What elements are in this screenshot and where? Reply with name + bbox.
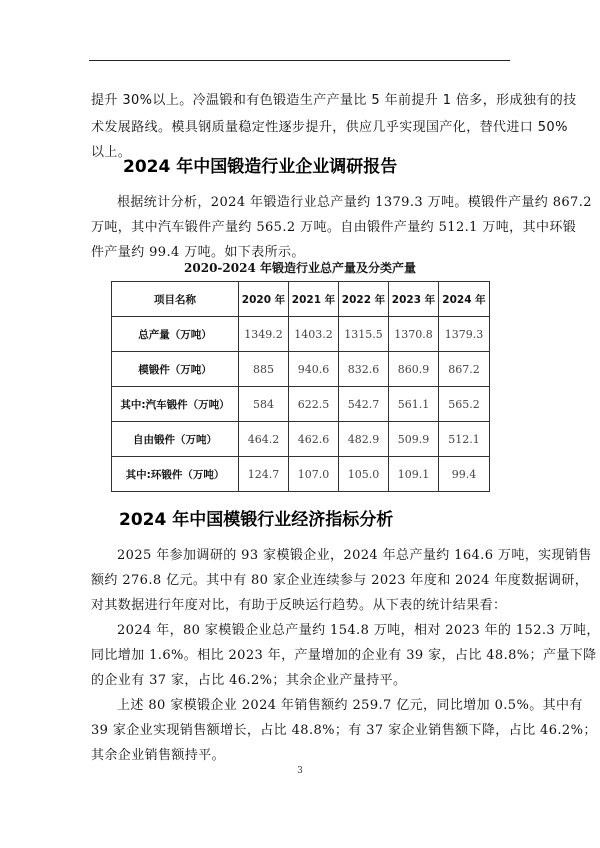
table-row (112, 352, 490, 387)
intro-line-2: 术发展路线。模具钢质量稳定性逐步提升，供应几乎实现国产化，替代进口 50% (91, 120, 568, 135)
cell-value: 482.9 (339, 422, 389, 457)
section-heading-die-forging-analysis: 2024 年中国模锻行业经济指标分析 (119, 510, 394, 530)
header-cell: 2021 年 (289, 282, 339, 317)
intro-line-1: 提升 30%以上。冷温锻和有色锻造生产产量比 5 年前提升 1 倍多，形成独有的技 (91, 93, 577, 108)
cell-value: 885 (239, 352, 289, 387)
cell-value: 124.7 (239, 457, 289, 492)
header-cell: 2024 年 (439, 282, 490, 317)
cell-value: 1403.2 (289, 317, 339, 352)
cell-value: 105.0 (339, 457, 389, 492)
cell-value: 622.5 (289, 387, 339, 422)
paragraph-line: 件产量约 99.4 万吨。如下表所示。 (91, 245, 305, 260)
section-heading-forging-survey: 2024 年中国锻造行业企业调研报告 (123, 157, 398, 177)
cell-value: 561.1 (389, 387, 439, 422)
cell-value: 464.2 (239, 422, 289, 457)
cell-value: 99.4 (439, 457, 490, 492)
cell-value: 512.1 (439, 422, 490, 457)
cell-value: 1370.8 (389, 317, 439, 352)
header-rule (89, 60, 510, 61)
cell-value: 1315.5 (339, 317, 389, 352)
paragraph-line: 2024 年，80 家模锻企业总产量约 154.8 万吨，相对 2023 年的 152.3 万吨， (117, 623, 600, 638)
row-label: 总产量（万吨） (112, 317, 239, 352)
cell-value: 509.9 (389, 422, 439, 457)
table-row (112, 317, 490, 352)
paragraph-line: 对其数据进行年度对比，有助于反映运行趋势。从下表的统计结果看： (91, 598, 507, 613)
table-row (112, 457, 490, 492)
cell-value: 860.9 (389, 352, 439, 387)
header-cell: 2020 年 (239, 282, 289, 317)
intro-line-3: 以上。 (91, 145, 132, 160)
cell-value: 584 (239, 387, 289, 422)
paragraph-line: 同比增加 1.6%。相比 2023 年，产量增加的企业有 39 家，占比 48.8%；产量下降 (91, 648, 597, 663)
header-cell: 项目名称 (112, 282, 239, 317)
paragraph-line: 39 家企业实现销售额增长，占比 48.8%；有 37 家企业销售额下降，占比 46.2%； (91, 723, 597, 738)
cell-value: 107.0 (289, 457, 339, 492)
paragraph-line: 万吨，其中汽车锻件产量约 565.2 万吨。自由锻件产量约 512.1 万吨，其中环锻 (91, 220, 577, 235)
cell-value: 832.6 (339, 352, 389, 387)
row-label: 其中:汽车锻件（万吨） (112, 387, 239, 422)
production-table (111, 281, 490, 492)
header-cell: 2023 年 (389, 282, 439, 317)
paragraph-line: 2025 年参加调研的 93 家模锻企业，2024 年总产量约 164.6 万吨，实现销售 (117, 548, 592, 563)
header-cell: 2022 年 (339, 282, 389, 317)
paragraph-line: 额约 276.8 亿元。其中有 80 家企业连续参与 2023 年度和 2024 年度数据调研， (91, 573, 589, 588)
table-caption: 2020-2024 年锻造行业总产量及分类产量 (184, 261, 416, 275)
row-label: 模锻件（万吨） (112, 352, 239, 387)
paragraph-line: 其余企业销售额持平。 (91, 748, 226, 763)
cell-value: 109.1 (389, 457, 439, 492)
page-number: 3 (297, 766, 303, 776)
table-header-row (112, 282, 490, 317)
row-label: 其中:环锻件（万吨） (112, 457, 239, 492)
cell-value: 542.7 (339, 387, 389, 422)
cell-value: 1349.2 (239, 317, 289, 352)
table-row (112, 422, 490, 457)
cell-value: 867.2 (439, 352, 490, 387)
table-row (112, 387, 490, 422)
paragraph-line: 的企业有 37 家，占比 46.2%；其余企业产量持平。 (91, 673, 407, 688)
paragraph-line: 根据统计分析，2024 年锻造行业总产量约 1379.3 万吨。模锻件产量约 867.2 (117, 195, 592, 210)
cell-value: 1379.3 (439, 317, 490, 352)
row-label: 自由锻件（万吨） (112, 422, 239, 457)
cell-value: 940.6 (289, 352, 339, 387)
cell-value: 462.6 (289, 422, 339, 457)
paragraph-line: 上述 80 家模锻企业 2024 年销售额约 259.7 亿元，同比增加 0.5%。其中有 (117, 698, 583, 713)
cell-value: 565.2 (439, 387, 490, 422)
